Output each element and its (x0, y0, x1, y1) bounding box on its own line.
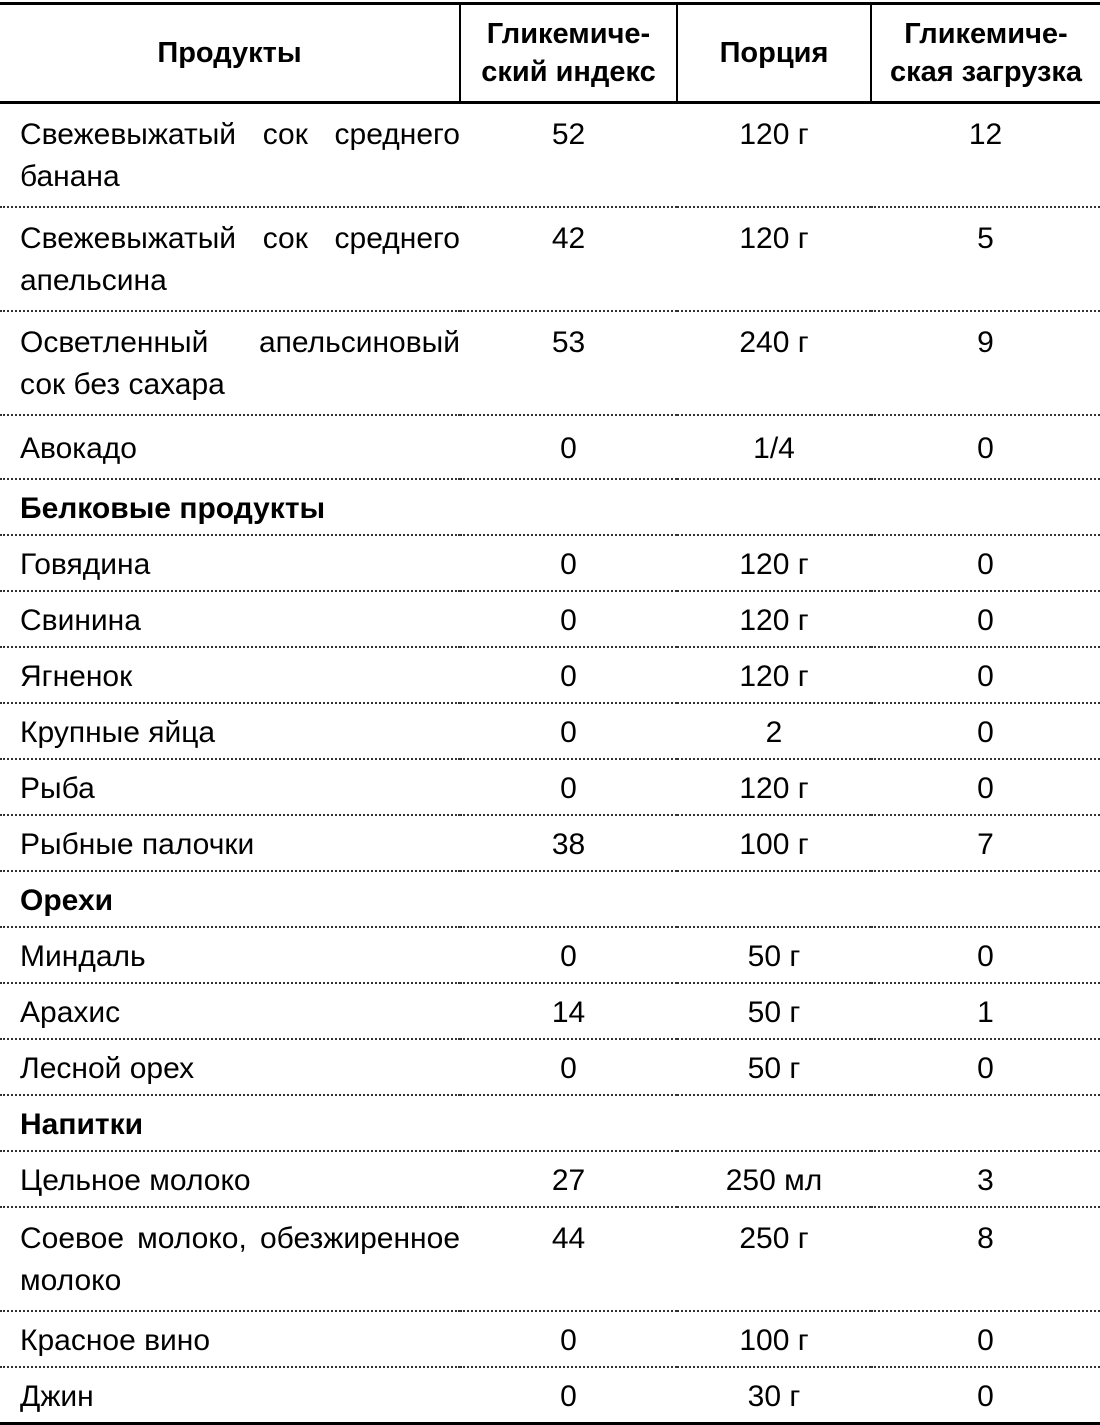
gl-value: 0 (871, 591, 1100, 647)
product-name: Соевое молоко, обезжиренное молоко (0, 1207, 460, 1311)
gi-value: 0 (460, 1311, 677, 1367)
table-row (0, 311, 1100, 415)
product-name: Крупные яйца (0, 703, 460, 759)
section-title: Напитки (0, 1095, 1100, 1151)
gl-value: 0 (871, 1367, 1100, 1424)
table-row (0, 703, 1100, 759)
product-name: Осветленный апельсиновый сок без сахара (0, 311, 460, 415)
header-gi-line2: ский индекс (481, 56, 656, 88)
section-row (0, 871, 1100, 927)
portion-value: 1/4 (677, 415, 871, 479)
product-name: Красное вино (0, 1311, 460, 1367)
portion-value: 100 г (677, 1311, 871, 1367)
portion-value: 50 г (677, 1039, 871, 1095)
header-gi (460, 4, 677, 103)
portion-value: 250 г (677, 1207, 871, 1311)
portion-value: 120 г (677, 535, 871, 591)
gl-value: 0 (871, 535, 1100, 591)
table-row (0, 103, 1100, 208)
table-row (0, 1207, 1100, 1311)
section-title: Орехи (0, 871, 1100, 927)
portion-value: 50 г (677, 927, 871, 983)
gl-value: 0 (871, 415, 1100, 479)
portion-value: 120 г (677, 647, 871, 703)
table-row (0, 1151, 1100, 1207)
product-name: Рыба (0, 759, 460, 815)
portion-value: 120 г (677, 591, 871, 647)
header-product-label: Продукты (157, 37, 302, 69)
glycemic-table (0, 2, 1100, 1425)
gl-value: 5 (871, 207, 1100, 311)
section-row (0, 1095, 1100, 1151)
gi-value: 53 (460, 311, 677, 415)
section-row (0, 479, 1100, 535)
gl-value: 0 (871, 927, 1100, 983)
gl-value: 0 (871, 759, 1100, 815)
table-row (0, 927, 1100, 983)
header-gi-line1: Гликемиче- (486, 18, 651, 50)
table-row (0, 815, 1100, 871)
gi-value: 27 (460, 1151, 677, 1207)
portion-value: 2 (677, 703, 871, 759)
gi-value: 0 (460, 1039, 677, 1095)
table-row (0, 1039, 1100, 1095)
portion-value: 240 г (677, 311, 871, 415)
gi-value: 38 (460, 815, 677, 871)
gl-value: 9 (871, 311, 1100, 415)
header-gl-line1: Гликемиче- (904, 18, 1068, 50)
table-row (0, 1367, 1100, 1424)
gl-value: 0 (871, 703, 1100, 759)
gi-value: 0 (460, 703, 677, 759)
product-name: Лесной орех (0, 1039, 460, 1095)
table-header (0, 4, 1100, 103)
portion-value: 100 г (677, 815, 871, 871)
gi-value: 0 (460, 647, 677, 703)
product-name: Авокадо (0, 415, 460, 479)
gi-value: 44 (460, 1207, 677, 1311)
product-name: Свежевыжатый сок среднего банана (0, 103, 460, 208)
header-portion (677, 4, 871, 103)
portion-value: 120 г (677, 103, 871, 208)
table-row (0, 759, 1100, 815)
gi-value: 0 (460, 927, 677, 983)
table-body (0, 103, 1100, 1424)
product-name: Джин (0, 1367, 460, 1424)
product-name: Свинина (0, 591, 460, 647)
product-name: Рыбные палочки (0, 815, 460, 871)
section-title: Белковые продукты (0, 479, 1100, 535)
header-gl (871, 4, 1100, 103)
portion-value: 120 г (677, 207, 871, 311)
product-name: Цельное молоко (0, 1151, 460, 1207)
gi-value: 14 (460, 983, 677, 1039)
gl-value: 0 (871, 1039, 1100, 1095)
product-name: Арахис (0, 983, 460, 1039)
gi-value: 0 (460, 535, 677, 591)
gl-value: 8 (871, 1207, 1100, 1311)
table-row (0, 207, 1100, 311)
gi-value: 0 (460, 591, 677, 647)
portion-value: 30 г (677, 1367, 871, 1424)
gl-value: 7 (871, 815, 1100, 871)
table-row (0, 591, 1100, 647)
portion-value: 50 г (677, 983, 871, 1039)
gi-value: 42 (460, 207, 677, 311)
table-row (0, 1311, 1100, 1367)
header-product (0, 4, 460, 103)
gi-value: 52 (460, 103, 677, 208)
portion-value: 120 г (677, 759, 871, 815)
table-row (0, 415, 1100, 479)
portion-value: 250 мл (677, 1151, 871, 1207)
header-portion-label: Порция (719, 37, 829, 69)
product-name: Свежевыжатый сок среднего апельсина (0, 207, 460, 311)
gi-value: 0 (460, 415, 677, 479)
product-name: Говядина (0, 535, 460, 591)
product-name: Ягненок (0, 647, 460, 703)
gl-value: 1 (871, 983, 1100, 1039)
gl-value: 0 (871, 1311, 1100, 1367)
gi-value: 0 (460, 1367, 677, 1424)
gl-value: 12 (871, 103, 1100, 208)
table-row (0, 647, 1100, 703)
header-gl-line2: ская загрузка (889, 56, 1083, 88)
table-row (0, 535, 1100, 591)
table-row (0, 983, 1100, 1039)
gl-value: 3 (871, 1151, 1100, 1207)
gi-value: 0 (460, 759, 677, 815)
product-name: Миндаль (0, 927, 460, 983)
gl-value: 0 (871, 647, 1100, 703)
